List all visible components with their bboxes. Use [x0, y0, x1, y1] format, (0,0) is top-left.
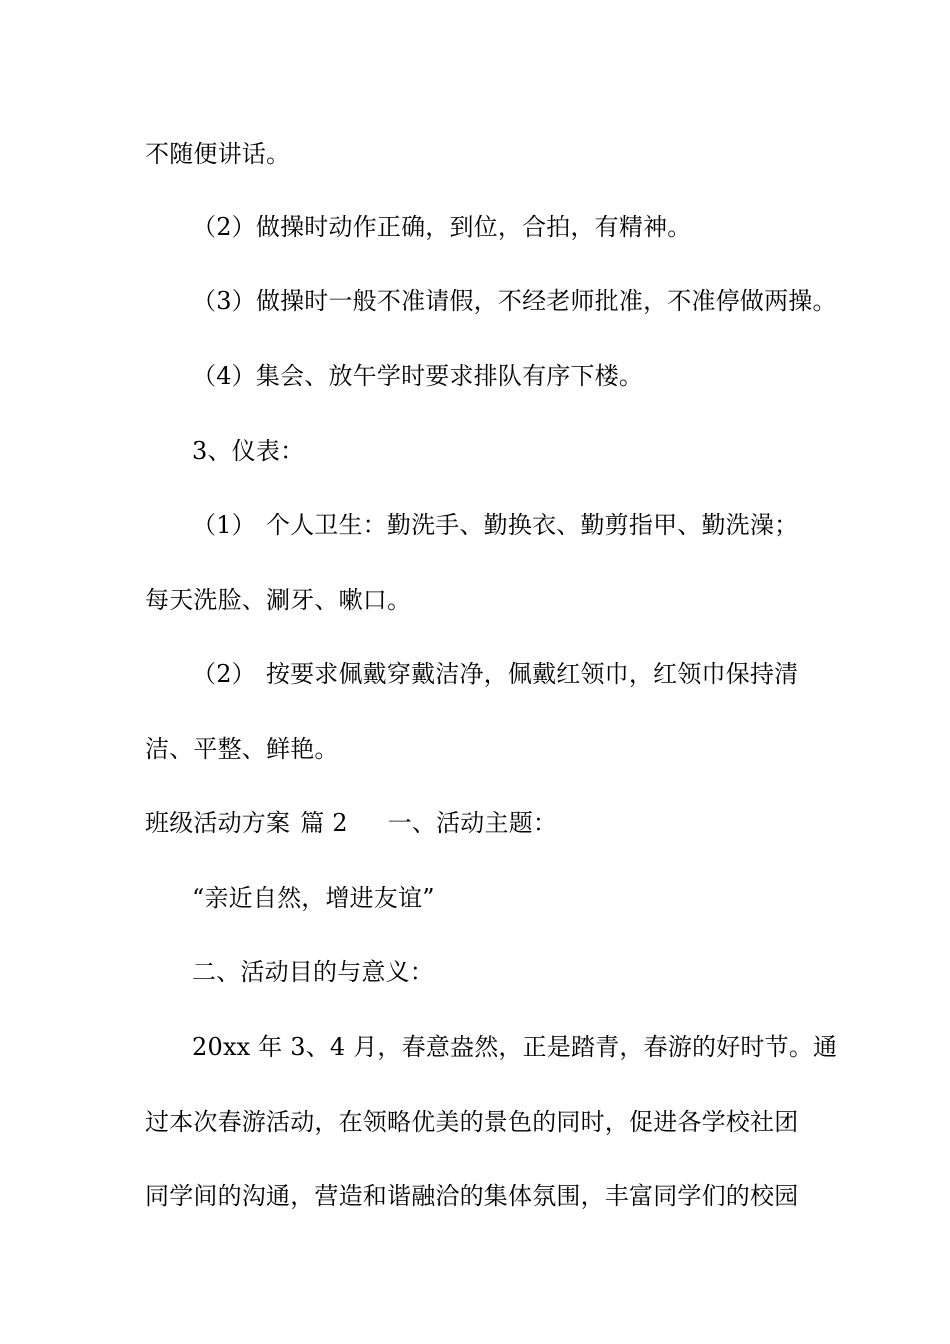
section-heading: 一、活动主题：	[387, 809, 558, 837]
section-title-line	[145, 808, 557, 838]
section-heading: 二、活动目的与意义：	[192, 958, 434, 986]
doc-title: 班级活动方案	[145, 809, 291, 837]
text-line: 洁、平整、鲜艳。	[145, 735, 339, 763]
item-text: 按要求佩戴穿戴洁净，佩戴红领巾，红领巾保持清	[265, 660, 799, 688]
item-text: 个人卫生：勤洗手、勤换衣、勤剪指甲、勤洗澡；	[265, 511, 799, 539]
text-line: 过本次春游活动，在领略优美的景色的同时，促进各学校社团	[145, 1108, 799, 1136]
text-line: 每天洗脸、涮牙、嗽口。	[145, 586, 412, 614]
text-line: （3）做操时一般不准请假，不经老师批准，不准停做两操。	[192, 287, 837, 315]
text-line	[192, 510, 798, 540]
text-line: （4）集会、放午学时要求排队有序下楼。	[192, 362, 644, 390]
item-number: （2）	[192, 660, 256, 688]
item-number: （1）	[192, 511, 256, 539]
section-heading: 3、仪表：	[192, 437, 305, 465]
text-line: 不随便讲话。	[145, 140, 291, 168]
theme-quote: “亲近自然，增进友谊”	[192, 884, 435, 912]
text-line: 20xx 年 3、4 月，春意盎然，正是踏青，春游的好时节。通	[192, 1033, 838, 1061]
text-line: 同学间的沟通，营造和谐融洽的集体氛围，丰富同学们的校园	[145, 1182, 799, 1210]
text-line: （2）做操时动作正确，到位，合拍，有精神。	[192, 213, 692, 241]
doc-part: 篇 2	[300, 809, 348, 837]
text-line	[192, 659, 798, 689]
